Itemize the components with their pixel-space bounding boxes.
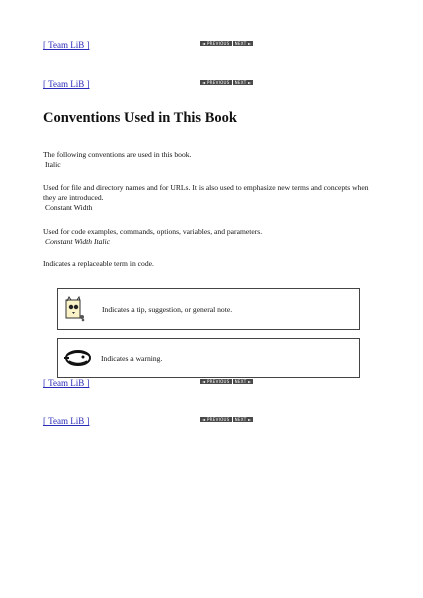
owl-tip-icon [64, 296, 86, 322]
tip-note-text: Indicates a tip, suggestion, or general note. [102, 304, 233, 314]
warning-note-box [57, 338, 360, 378]
next-button[interactable]: NEXT ► [234, 80, 252, 85]
warning-note-text: Indicates a warning. [101, 353, 163, 363]
intro-text: The following conventions are used in this book. [43, 150, 192, 159]
next-button[interactable]: NEXT ► [234, 417, 252, 422]
term-constant-width: Constant Width [45, 203, 93, 212]
desc-constant-width-italic: Indicates a replaceable term in code. [43, 259, 154, 268]
desc-italic: Used for file and directory names and for URLs. It is also used to emphasize new terms and concepts when they are introduced. [43, 183, 369, 202]
nav-buttons-bottom-2 [200, 417, 253, 422]
team-lib-link-bottom-2[interactable]: [ Team LiB ] [43, 416, 90, 426]
term-italic: Italic [45, 160, 61, 169]
desc-constant-width: Used for code examples, commands, options, variables, and parameters. [43, 227, 263, 236]
previous-button[interactable]: ◄ PREVIOUS [202, 417, 230, 422]
tip-note-box [57, 288, 360, 330]
nav-buttons-top-1 [200, 41, 253, 46]
page-title: Conventions Used in This Book [43, 110, 237, 126]
team-lib-link-top-2[interactable]: [ Team LiB ] [43, 79, 90, 89]
team-lib-link-bottom-1[interactable]: [ Team LiB ] [43, 378, 90, 388]
previous-button[interactable]: ◄ PREVIOUS [202, 379, 230, 384]
turkey-warning-icon [63, 347, 93, 369]
previous-button[interactable]: ◄ PREVIOUS [202, 41, 230, 46]
term-constant-width-italic: Constant Width Italic [45, 237, 110, 246]
previous-button[interactable]: ◄ PREVIOUS [202, 80, 230, 85]
nav-buttons-top-2 [200, 80, 253, 85]
next-button[interactable]: NEXT ► [234, 379, 252, 384]
next-button[interactable]: NEXT ► [234, 41, 252, 46]
team-lib-link-top-1[interactable]: [ Team LiB ] [43, 40, 90, 50]
nav-buttons-bottom-1 [200, 379, 253, 384]
